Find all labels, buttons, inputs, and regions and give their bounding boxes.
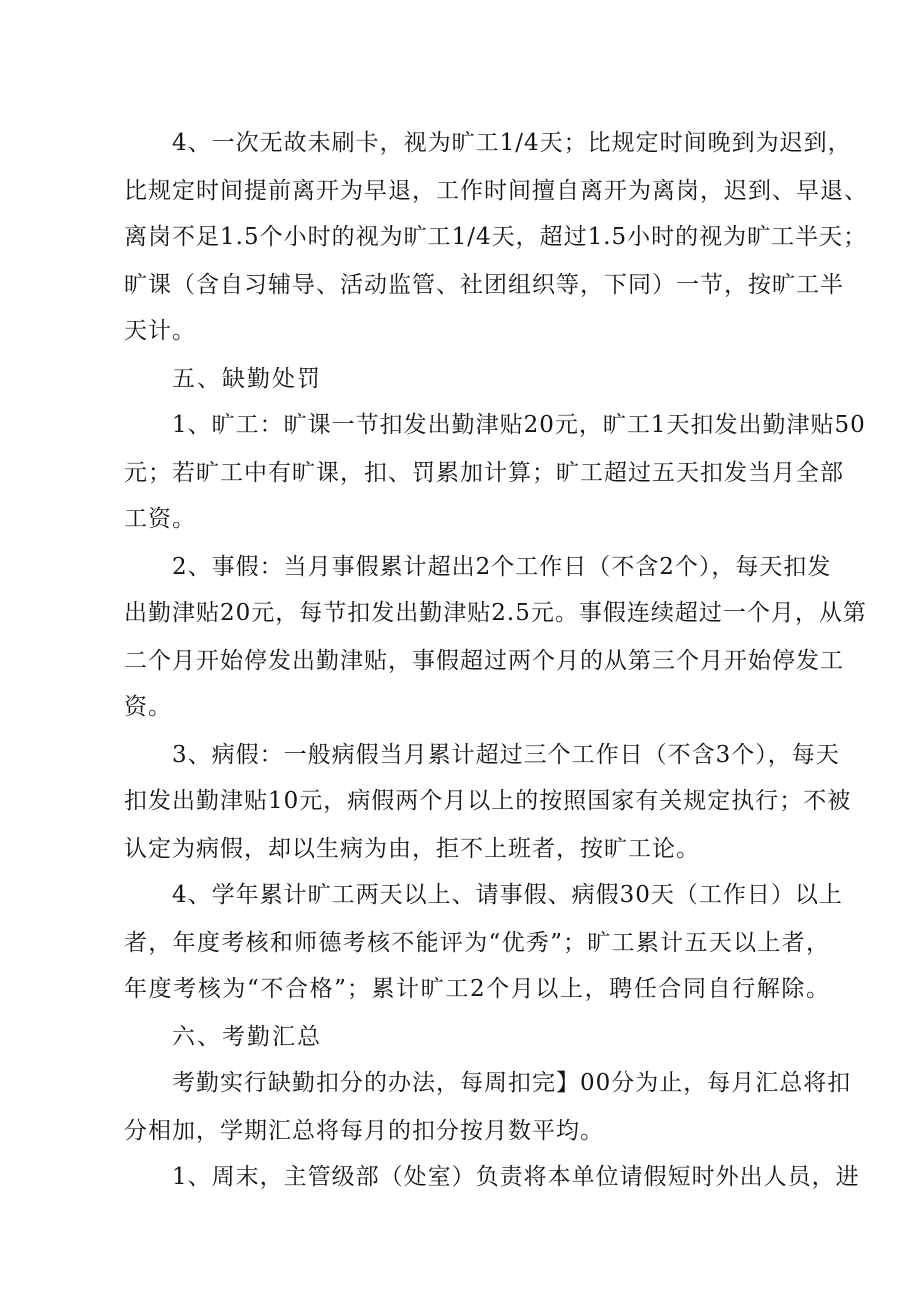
text-line: 考勤实行缺勤扣分的办法，每周扣完】00分为止，每月汇总将扣 <box>172 1070 852 1096</box>
text-line: 者，年度考核和师德考核不能评为“优秀”；旷工累计五天以上者， <box>124 930 830 956</box>
text-line: 旷课（含自习辅导、活动监管、社团组织等，下同）一节，按旷工半 <box>124 272 844 298</box>
text-line: 出勤津贴20元，每节扣发出勤津贴2.5元。事假连续超过一个月，从第 <box>124 600 867 626</box>
text-line: 3、病假：一般病假当月累计超过三个工作日（不含3个），每天 <box>172 742 840 768</box>
text-line: 1、旷工：旷课一节扣发出勤津贴20元，旷工1天扣发出勤津贴50 <box>172 412 866 438</box>
text-line: 离岗不足1.5个小时的视为旷工1/4天，超过1.5小时的视为旷工半天； <box>124 224 868 250</box>
text-line: 元；若旷工中有旷课，扣、罚累加计算；旷工超过五天扣发当月全部 <box>124 460 844 486</box>
text-line: 工资。 <box>124 506 196 532</box>
text-line: 2、事假：当月事假累计超出2个工作日（不含2个），每天扣发 <box>172 554 832 580</box>
text-line: 4、一次无故未刷卡，视为旷工1/4天；比规定时间晚到为迟到， <box>172 130 852 156</box>
section-heading: 六、考勤汇总 <box>172 1024 322 1050</box>
text-line: 1、周末，主管级部（处室）负责将本单位请假短时外出人员，进 <box>172 1164 860 1190</box>
section-heading: 五、缺勤处罚 <box>172 366 322 392</box>
text-line: 扣发出勤津贴10元，病假两个月以上的按照国家有关规定执行；不被 <box>124 788 852 814</box>
text-line: 年度考核为“不合格”；累计旷工2个月以上，聘任合同自行解除。 <box>124 976 830 1002</box>
text-line: 4、学年累计旷工两天以上、请事假、病假30天（工作日）以上 <box>172 882 843 908</box>
text-line: 天计。 <box>124 318 196 344</box>
text-line: 分相加，学期汇总将每月的扣分按月数平均。 <box>124 1118 604 1144</box>
text-line: 比规定时间提前离开为早退，工作时间擅自离开为离岗，迟到、早退、 <box>124 178 868 204</box>
text-line: 认定为病假，却以生病为由，拒不上班者，按旷工论。 <box>124 836 700 862</box>
text-line: 资。 <box>124 694 172 720</box>
text-line: 二个月开始停发出勤津贴，事假超过两个月的从第三个月开始停发工 <box>124 648 844 674</box>
